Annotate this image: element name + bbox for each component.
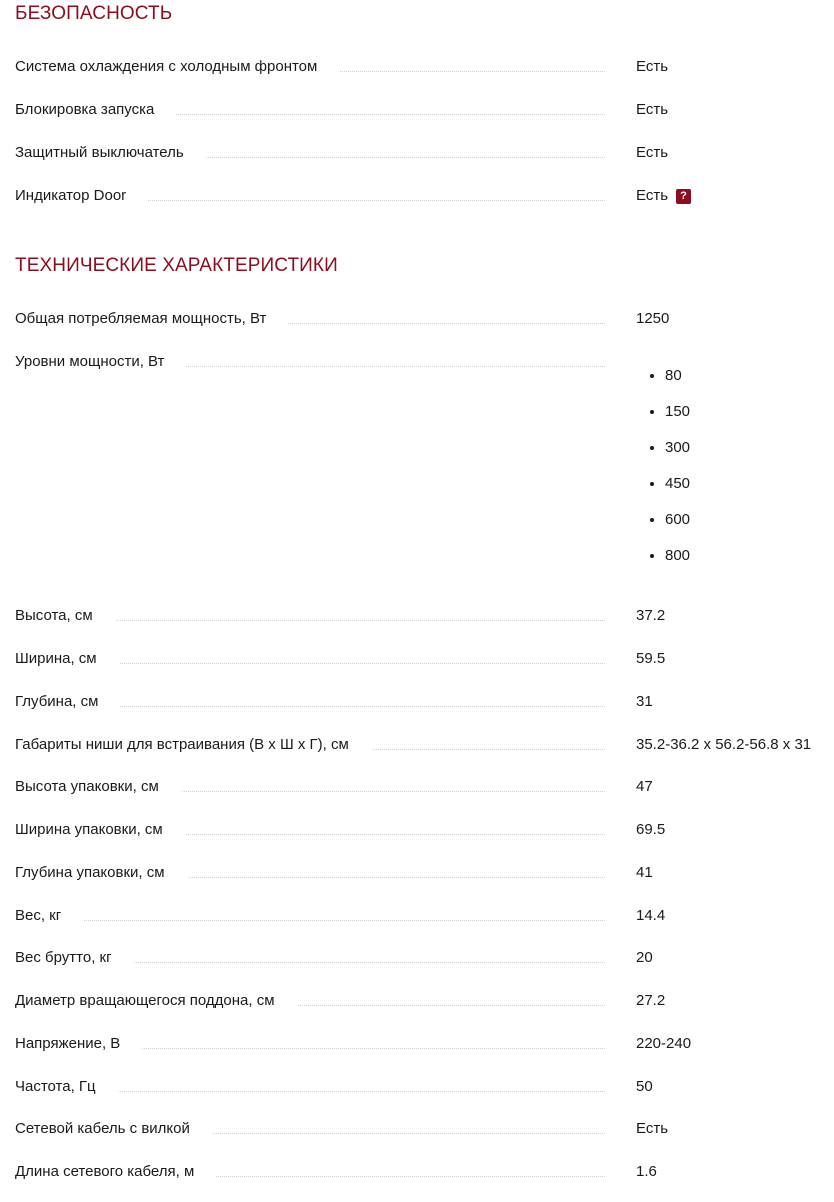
spec-label: Ширина, см xyxy=(15,649,119,669)
spec-row xyxy=(15,100,834,124)
spec-label: Индикатор Door xyxy=(15,186,148,206)
spec-label: Защитный выключатель xyxy=(15,143,206,163)
spec-value: 1250 xyxy=(636,310,670,327)
power-level-item: • 800 xyxy=(665,542,690,578)
power-levels-list xyxy=(636,362,690,578)
spec-value: 59.5 xyxy=(636,650,666,667)
spec-label: Вес брутто, кг xyxy=(15,948,134,968)
spec-row xyxy=(15,735,834,759)
spec-row xyxy=(15,606,834,630)
spec-row xyxy=(15,649,834,673)
spec-value: Есть xyxy=(636,187,669,204)
spec-value: 35.2-36.2 x 56.2-56.8 x 31 xyxy=(636,736,812,753)
spec-label: Система охлаждения с холодным фронтом xyxy=(15,57,339,77)
spec-row xyxy=(15,1119,834,1143)
spec-value: 47 xyxy=(636,778,653,795)
spec-row xyxy=(15,777,834,801)
spec-label: Общая потребляемая мощность, Вт xyxy=(15,309,288,329)
spec-row xyxy=(15,692,834,716)
spec-row xyxy=(15,820,834,844)
spec-label: Ширина упаковки, см xyxy=(15,820,185,840)
spec-label: Высота упаковки, см xyxy=(15,777,181,797)
spec-row xyxy=(15,863,834,887)
spec-value-with-help xyxy=(636,186,691,206)
spec-value: 50 xyxy=(636,1078,653,1095)
spec-row-power-levels xyxy=(15,352,834,376)
spec-value: Есть xyxy=(636,144,669,161)
spec-value: 1.6 xyxy=(636,1163,657,1180)
spec-label: Диаметр вращающегося поддона, см xyxy=(15,991,297,1011)
spec-label: Длина сетевого кабеля, м xyxy=(15,1162,216,1182)
power-level-item: • 300 xyxy=(665,434,690,470)
spec-row xyxy=(15,1034,834,1058)
spec-label: Блокировка запуска xyxy=(15,100,176,120)
spec-value: Есть xyxy=(636,58,669,75)
power-level-item: • 450 xyxy=(665,470,690,506)
power-level-item: • 600 xyxy=(665,506,690,542)
spec-value: 220-240 xyxy=(636,1035,692,1052)
spec-row xyxy=(15,948,834,972)
spec-label: Сетевой кабель с вилкой xyxy=(15,1119,212,1139)
spec-value: 14.4 xyxy=(636,907,666,924)
spec-label: Глубина, см xyxy=(15,692,120,712)
spec-value: 27.2 xyxy=(636,992,666,1009)
spec-row xyxy=(15,309,834,333)
spec-label: Уровни мощности, Вт xyxy=(15,352,186,372)
safety-section-title: БЕЗОПАСНОСТЬ xyxy=(15,3,173,24)
spec-row xyxy=(15,1077,834,1101)
tech-section-title: ТЕХНИЧЕСКИЕ ХАРАКТЕРИСТИКИ xyxy=(15,255,338,276)
spec-value: 37.2 xyxy=(636,607,666,624)
spec-label: Вес, кг xyxy=(15,906,83,926)
spec-row xyxy=(15,186,834,210)
spec-label: Габариты ниши для встраивания (В х Ш х Г), см xyxy=(15,735,371,755)
spec-row xyxy=(15,57,834,81)
spec-label: Частота, Гц xyxy=(15,1077,118,1097)
spec-row xyxy=(15,143,834,167)
dotted-leader xyxy=(15,920,605,921)
spec-value: Есть xyxy=(636,1120,669,1137)
power-level-item: • 150 xyxy=(665,398,690,434)
spec-row xyxy=(15,906,834,930)
spec-label: Глубина упаковки, см xyxy=(15,863,187,883)
spec-value: Есть xyxy=(636,101,669,118)
spec-label: Напряжение, В xyxy=(15,1034,142,1054)
spec-value: 69.5 xyxy=(636,821,666,838)
spec-value: 20 xyxy=(636,949,653,966)
help-icon[interactable]: ? xyxy=(676,189,691,204)
spec-label: Высота, см xyxy=(15,606,115,626)
spec-value: 41 xyxy=(636,864,653,881)
power-level-item: • 80 xyxy=(665,362,690,398)
spec-row xyxy=(15,991,834,1015)
spec-row xyxy=(15,1162,834,1186)
spec-value: 31 xyxy=(636,693,653,710)
